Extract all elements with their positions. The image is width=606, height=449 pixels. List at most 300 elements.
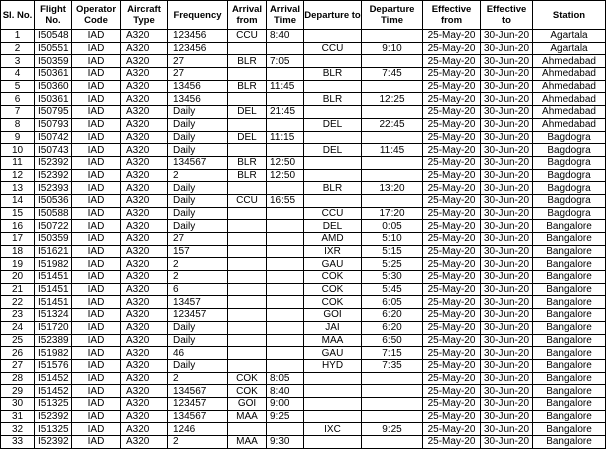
cell-frequency: 123457 [168,309,228,322]
cell-departure-time: 7:45 [362,68,423,81]
cell-arrival-from [228,182,267,195]
cell-effective-to: 30-Jun-20 [481,106,533,119]
cell-sl-no: 22 [1,296,35,309]
cell-aircraft-type: A320 [121,131,168,144]
cell-arrival-from: COK [228,385,267,398]
cell-flight-no: I51325 [35,423,72,436]
cell-sl-no: 31 [1,410,35,423]
cell-frequency: Daily [168,207,228,220]
cell-departure-to: HYD [304,359,362,372]
cell-effective-to: 30-Jun-20 [481,131,533,144]
table-row [1,118,606,131]
cell-effective-from: 25-May-20 [423,194,481,207]
cell-operator-code: IAD [72,271,121,284]
cell-sl-no: 9 [1,131,35,144]
cell-arrival-time: 9:25 [267,410,304,423]
cell-sl-no: 6 [1,93,35,106]
cell-operator-code: IAD [72,144,121,157]
cell-flight-no: I52393 [35,182,72,195]
table-row [1,55,606,68]
cell-flight-no: I50743 [35,144,72,157]
table-row [1,321,606,334]
cell-flight-no: I50588 [35,207,72,220]
cell-sl-no: 24 [1,321,35,334]
cell-arrival-from: BLR [228,55,267,68]
table-row [1,359,606,372]
cell-aircraft-type: A320 [121,42,168,55]
cell-sl-no: 10 [1,144,35,157]
cell-station: Bangalore [533,359,606,372]
cell-sl-no: 26 [1,347,35,360]
table-row [1,233,606,246]
header-departure-time: Departure Time [362,1,423,30]
cell-aircraft-type: A320 [121,182,168,195]
cell-departure-time [362,30,423,43]
cell-station: Bangalore [533,372,606,385]
cell-arrival-from [228,245,267,258]
table-row [1,182,606,195]
cell-aircraft-type: A320 [121,271,168,284]
cell-arrival-time [267,309,304,322]
cell-departure-time: 5:15 [362,245,423,258]
cell-effective-to: 30-Jun-20 [481,397,533,410]
cell-flight-no: I51451 [35,271,72,284]
cell-aircraft-type: A320 [121,385,168,398]
cell-station: Bagdogra [533,182,606,195]
cell-effective-from: 25-May-20 [423,220,481,233]
cell-aircraft-type: A320 [121,258,168,271]
cell-departure-to [304,372,362,385]
cell-operator-code: IAD [72,220,121,233]
cell-departure-to [304,194,362,207]
cell-station: Ahmedabad [533,93,606,106]
cell-departure-time [362,169,423,182]
cell-operator-code: IAD [72,321,121,334]
cell-operator-code: IAD [72,309,121,322]
cell-frequency: 123456 [168,42,228,55]
cell-effective-from: 25-May-20 [423,283,481,296]
cell-flight-no: I52392 [35,410,72,423]
cell-effective-from: 25-May-20 [423,296,481,309]
cell-arrival-from: MAA [228,436,267,449]
header-station: Station [533,1,606,30]
cell-station: Agartala [533,30,606,43]
cell-departure-time [362,436,423,449]
cell-frequency: 2 [168,169,228,182]
cell-arrival-from [228,207,267,220]
cell-flight-no: I50360 [35,80,72,93]
cell-effective-from: 25-May-20 [423,397,481,410]
cell-station: Bangalore [533,397,606,410]
cell-departure-to: BLR [304,68,362,81]
table-body [1,30,606,449]
cell-station: Bangalore [533,271,606,284]
header-arrival-from: Arrival from [228,1,267,30]
cell-arrival-from [228,144,267,157]
cell-arrival-from [228,258,267,271]
cell-effective-from: 25-May-20 [423,258,481,271]
cell-flight-no: I50359 [35,55,72,68]
cell-arrival-time [267,296,304,309]
cell-sl-no: 30 [1,397,35,410]
cell-effective-from: 25-May-20 [423,233,481,246]
cell-departure-to [304,169,362,182]
cell-aircraft-type: A320 [121,321,168,334]
cell-arrival-from: MAA [228,410,267,423]
table-row [1,207,606,220]
cell-effective-from: 25-May-20 [423,271,481,284]
cell-frequency: Daily [168,118,228,131]
cell-aircraft-type: A320 [121,410,168,423]
cell-operator-code: IAD [72,258,121,271]
cell-flight-no: I51720 [35,321,72,334]
cell-flight-no: I51325 [35,397,72,410]
cell-arrival-from: GOI [228,397,267,410]
cell-sl-no: 13 [1,182,35,195]
cell-flight-no: I50722 [35,220,72,233]
cell-aircraft-type: A320 [121,423,168,436]
header-arrival-time: Arrival Time [267,1,304,30]
cell-station: Ahmedabad [533,80,606,93]
cell-departure-to [304,55,362,68]
cell-flight-no: I51576 [35,359,72,372]
cell-arrival-from [228,423,267,436]
cell-arrival-from: DEL [228,131,267,144]
cell-effective-from: 25-May-20 [423,68,481,81]
cell-frequency: 2 [168,436,228,449]
cell-operator-code: IAD [72,334,121,347]
cell-aircraft-type: A320 [121,233,168,246]
cell-arrival-time [267,118,304,131]
cell-sl-no: 25 [1,334,35,347]
table-header [1,1,606,30]
table-row [1,169,606,182]
cell-aircraft-type: A320 [121,144,168,157]
cell-frequency: 2 [168,372,228,385]
cell-effective-to: 30-Jun-20 [481,42,533,55]
cell-station: Agartala [533,42,606,55]
cell-frequency: 13456 [168,93,228,106]
header-sl-no: Sl. No. [1,1,35,30]
cell-departure-to: AMD [304,233,362,246]
cell-departure-to: IXR [304,245,362,258]
cell-sl-no: 2 [1,42,35,55]
cell-departure-time [362,131,423,144]
cell-arrival-time: 21:45 [267,106,304,119]
cell-flight-no: I51452 [35,385,72,398]
cell-aircraft-type: A320 [121,207,168,220]
cell-departure-time [362,106,423,119]
cell-arrival-from [228,42,267,55]
cell-departure-to: COK [304,271,362,284]
cell-effective-from: 25-May-20 [423,182,481,195]
cell-effective-to: 30-Jun-20 [481,423,533,436]
cell-departure-time [362,397,423,410]
cell-effective-to: 30-Jun-20 [481,68,533,81]
cell-effective-from: 25-May-20 [423,436,481,449]
cell-effective-to: 30-Jun-20 [481,258,533,271]
cell-aircraft-type: A320 [121,309,168,322]
cell-frequency: 123456 [168,30,228,43]
cell-departure-time: 22:45 [362,118,423,131]
cell-departure-time [362,55,423,68]
cell-effective-to: 30-Jun-20 [481,194,533,207]
cell-frequency: 27 [168,233,228,246]
cell-sl-no: 15 [1,207,35,220]
cell-departure-time: 12:25 [362,93,423,106]
cell-departure-time: 13:20 [362,182,423,195]
cell-arrival-time: 7:05 [267,55,304,68]
table-row [1,42,606,55]
cell-effective-to: 30-Jun-20 [481,30,533,43]
cell-departure-to: MAA [304,334,362,347]
cell-departure-to [304,106,362,119]
cell-flight-no: I50361 [35,93,72,106]
cell-effective-to: 30-Jun-20 [481,359,533,372]
cell-frequency: Daily [168,131,228,144]
table-row [1,410,606,423]
cell-sl-no: 16 [1,220,35,233]
table-row [1,80,606,93]
cell-frequency: 2 [168,271,228,284]
cell-flight-no: I50536 [35,194,72,207]
cell-departure-time: 6:20 [362,309,423,322]
cell-flight-no: I51451 [35,283,72,296]
cell-departure-to [304,397,362,410]
cell-arrival-time: 8:40 [267,30,304,43]
cell-arrival-from [228,118,267,131]
cell-sl-no: 3 [1,55,35,68]
cell-effective-from: 25-May-20 [423,42,481,55]
cell-operator-code: IAD [72,68,121,81]
cell-effective-to: 30-Jun-20 [481,436,533,449]
cell-arrival-time [267,144,304,157]
cell-departure-to: DEL [304,220,362,233]
cell-effective-from: 25-May-20 [423,309,481,322]
cell-aircraft-type: A320 [121,55,168,68]
cell-effective-to: 30-Jun-20 [481,233,533,246]
cell-sl-no: 18 [1,245,35,258]
cell-effective-from: 25-May-20 [423,334,481,347]
cell-sl-no: 33 [1,436,35,449]
cell-arrival-time [267,207,304,220]
cell-arrival-from [228,321,267,334]
cell-aircraft-type: A320 [121,283,168,296]
cell-departure-time: 6:20 [362,321,423,334]
cell-departure-time [362,80,423,93]
cell-effective-from: 25-May-20 [423,106,481,119]
cell-effective-from: 25-May-20 [423,131,481,144]
cell-frequency: Daily [168,321,228,334]
cell-arrival-from [228,309,267,322]
cell-station: Bangalore [533,423,606,436]
cell-station: Bagdogra [533,144,606,157]
cell-station: Bangalore [533,347,606,360]
header-frequency: Frequency [168,1,228,30]
cell-frequency: 134567 [168,156,228,169]
cell-aircraft-type: A320 [121,436,168,449]
cell-operator-code: IAD [72,194,121,207]
cell-sl-no: 12 [1,169,35,182]
cell-frequency: Daily [168,144,228,157]
table-row [1,245,606,258]
cell-aircraft-type: A320 [121,347,168,360]
cell-station: Bangalore [533,296,606,309]
cell-arrival-time: 11:15 [267,131,304,144]
table-row [1,156,606,169]
cell-effective-to: 30-Jun-20 [481,144,533,157]
cell-arrival-time: 16:55 [267,194,304,207]
cell-departure-to: CCU [304,207,362,220]
cell-operator-code: IAD [72,359,121,372]
cell-operator-code: IAD [72,118,121,131]
cell-departure-to: CCU [304,42,362,55]
cell-flight-no: I50361 [35,68,72,81]
cell-arrival-time [267,68,304,81]
cell-frequency: 13457 [168,296,228,309]
cell-arrival-from: BLR [228,80,267,93]
cell-operator-code: IAD [72,233,121,246]
cell-arrival-from [228,296,267,309]
table-row [1,334,606,347]
cell-aircraft-type: A320 [121,30,168,43]
cell-operator-code: IAD [72,245,121,258]
cell-station: Bangalore [533,233,606,246]
table-row [1,347,606,360]
table-row [1,144,606,157]
cell-arrival-from: DEL [228,106,267,119]
cell-operator-code: IAD [72,436,121,449]
cell-departure-to: GOI [304,309,362,322]
cell-departure-time: 7:35 [362,359,423,372]
cell-flight-no: I50548 [35,30,72,43]
cell-sl-no: 19 [1,258,35,271]
table-row [1,194,606,207]
table-row [1,423,606,436]
cell-flight-no: I50359 [35,233,72,246]
cell-departure-time [362,385,423,398]
cell-arrival-from: CCU [228,194,267,207]
cell-effective-to: 30-Jun-20 [481,385,533,398]
cell-operator-code: IAD [72,296,121,309]
cell-aircraft-type: A320 [121,118,168,131]
cell-operator-code: IAD [72,423,121,436]
cell-effective-from: 25-May-20 [423,156,481,169]
header-effective-to: Effective to [481,1,533,30]
cell-station: Bangalore [533,410,606,423]
cell-effective-from: 25-May-20 [423,423,481,436]
cell-effective-from: 25-May-20 [423,80,481,93]
cell-sl-no: 14 [1,194,35,207]
cell-effective-from: 25-May-20 [423,347,481,360]
cell-station: Bangalore [533,385,606,398]
cell-departure-time: 5:25 [362,258,423,271]
cell-effective-to: 30-Jun-20 [481,296,533,309]
cell-sl-no: 5 [1,80,35,93]
cell-frequency: Daily [168,334,228,347]
cell-arrival-time [267,334,304,347]
cell-effective-from: 25-May-20 [423,55,481,68]
header-operator-code: Operator Code [72,1,121,30]
cell-arrival-time [267,258,304,271]
cell-departure-to: GAU [304,258,362,271]
cell-arrival-from [228,220,267,233]
cell-effective-to: 30-Jun-20 [481,410,533,423]
cell-effective-from: 25-May-20 [423,372,481,385]
cell-operator-code: IAD [72,397,121,410]
cell-station: Ahmedabad [533,106,606,119]
header-flight-no: Flight No. [35,1,72,30]
cell-effective-from: 25-May-20 [423,359,481,372]
table-row [1,68,606,81]
cell-arrival-time [267,283,304,296]
cell-station: Bangalore [533,334,606,347]
cell-departure-time [362,156,423,169]
table-row [1,385,606,398]
cell-sl-no: 7 [1,106,35,119]
cell-arrival-from: CCU [228,30,267,43]
cell-frequency: 134567 [168,385,228,398]
cell-arrival-time [267,182,304,195]
table-row [1,258,606,271]
cell-station: Ahmedabad [533,68,606,81]
cell-frequency: 134567 [168,410,228,423]
cell-effective-to: 30-Jun-20 [481,309,533,322]
cell-flight-no: I50551 [35,42,72,55]
cell-operator-code: IAD [72,106,121,119]
cell-departure-time: 5:30 [362,271,423,284]
cell-departure-time: 11:45 [362,144,423,157]
cell-aircraft-type: A320 [121,296,168,309]
cell-aircraft-type: A320 [121,334,168,347]
cell-frequency: 27 [168,68,228,81]
cell-aircraft-type: A320 [121,156,168,169]
cell-flight-no: I50793 [35,118,72,131]
cell-aircraft-type: A320 [121,106,168,119]
cell-arrival-time: 11:45 [267,80,304,93]
cell-departure-time: 5:45 [362,283,423,296]
cell-effective-to: 30-Jun-20 [481,321,533,334]
cell-arrival-time: 9:00 [267,397,304,410]
cell-aircraft-type: A320 [121,397,168,410]
cell-effective-to: 30-Jun-20 [481,347,533,360]
cell-sl-no: 17 [1,233,35,246]
cell-station: Bagdogra [533,131,606,144]
table-row [1,309,606,322]
cell-flight-no: I51982 [35,258,72,271]
cell-station: Bangalore [533,436,606,449]
cell-station: Ahmedabad [533,55,606,68]
cell-operator-code: IAD [72,410,121,423]
cell-operator-code: IAD [72,156,121,169]
cell-effective-from: 25-May-20 [423,144,481,157]
table-row [1,93,606,106]
cell-departure-to: COK [304,283,362,296]
cell-operator-code: IAD [72,207,121,220]
cell-sl-no: 29 [1,385,35,398]
cell-effective-from: 25-May-20 [423,410,481,423]
cell-effective-to: 30-Jun-20 [481,93,533,106]
cell-departure-time: 7:15 [362,347,423,360]
table-row [1,436,606,449]
table-row [1,106,606,119]
cell-arrival-from [228,271,267,284]
cell-station: Bagdogra [533,194,606,207]
cell-operator-code: IAD [72,93,121,106]
cell-station: Bangalore [533,321,606,334]
cell-arrival-from [228,68,267,81]
cell-flight-no: I52392 [35,436,72,449]
